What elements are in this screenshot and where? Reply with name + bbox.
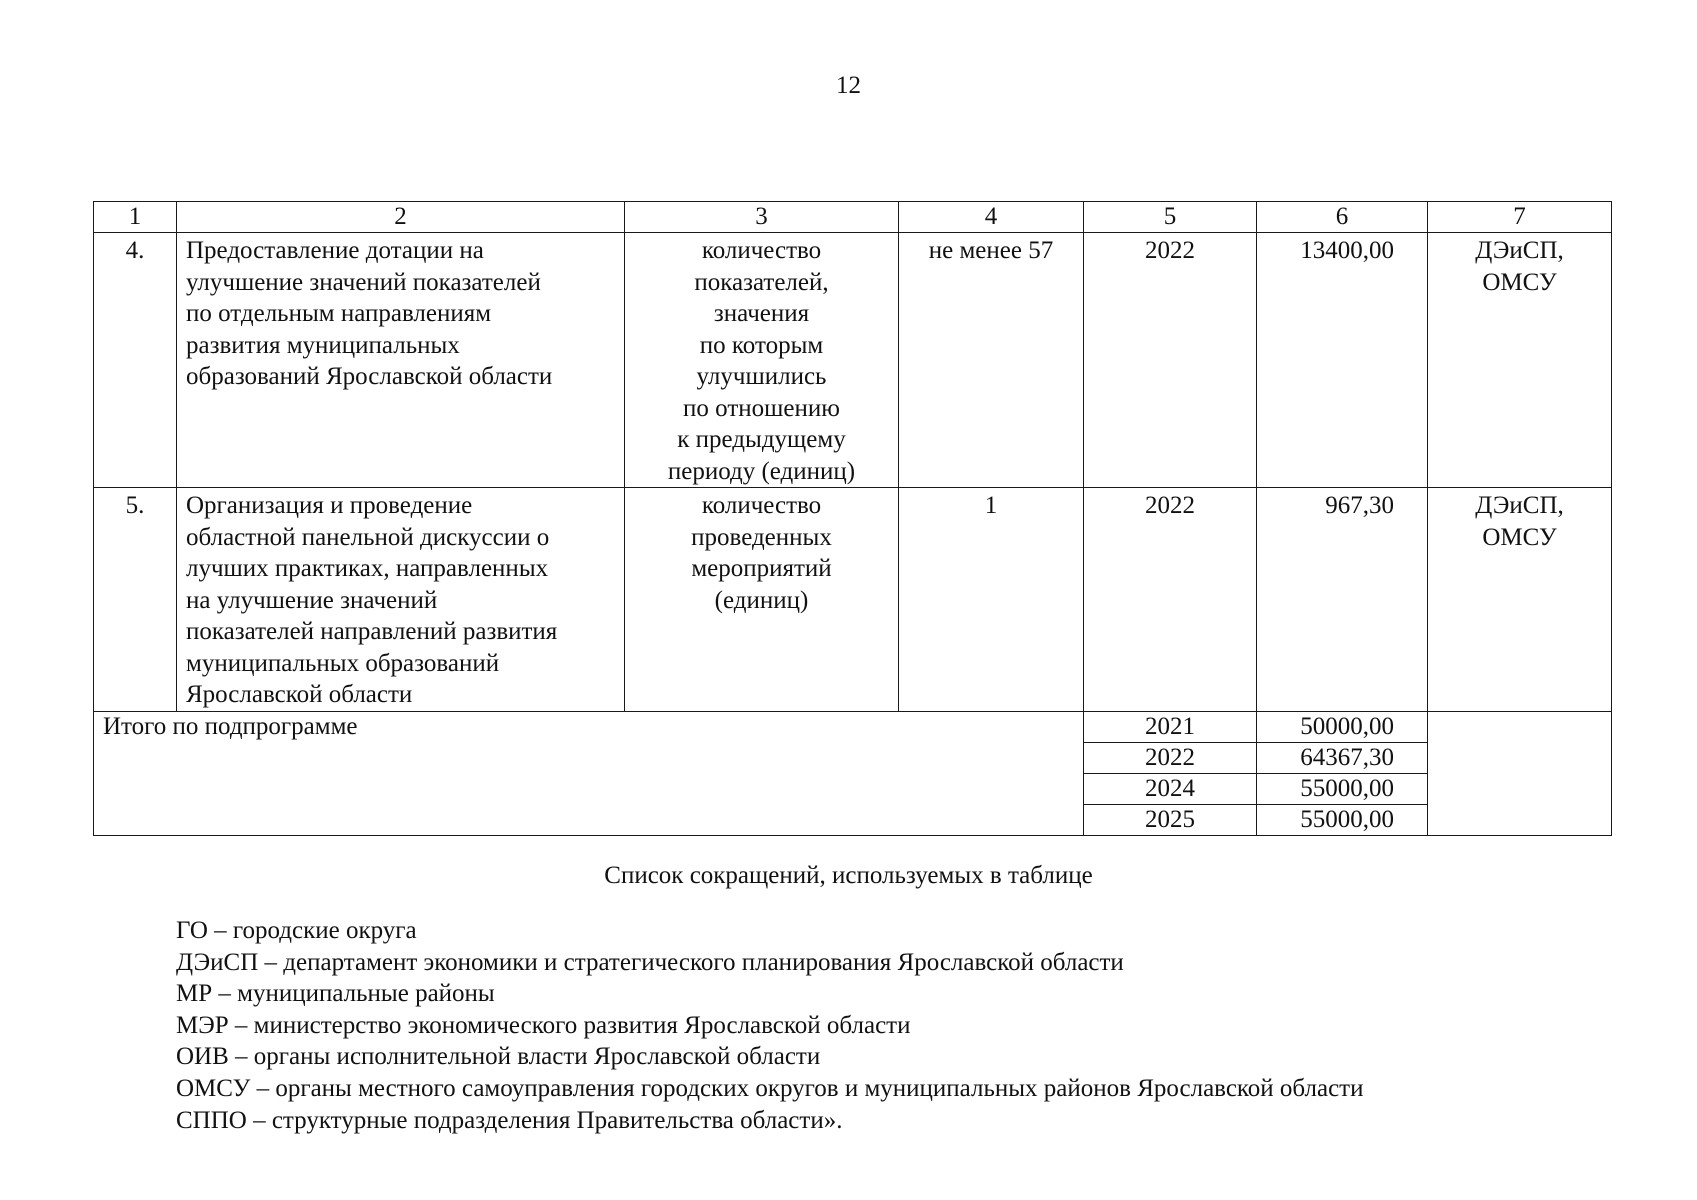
target-value: 1 xyxy=(899,488,1084,712)
page-number: 12 xyxy=(836,72,861,99)
indicator-line: улучшились xyxy=(696,363,827,390)
activity-name-line: муниципальных образований xyxy=(186,649,500,677)
column-header: 5 xyxy=(1084,202,1257,233)
total-executor-cell xyxy=(1428,711,1612,835)
row-number: 5. xyxy=(94,488,177,712)
abbreviation-item: ГО – городские округа xyxy=(176,917,417,944)
indicator-line: периоду (единиц) xyxy=(667,457,856,485)
activity-name-line: областной панельной дискуссии о xyxy=(186,523,550,551)
table-row xyxy=(94,488,1612,712)
total-amount: 55000,00 xyxy=(1257,773,1428,804)
indicator-line: мероприятий xyxy=(691,555,832,582)
activity-name xyxy=(177,233,625,488)
amount: 13400,00 xyxy=(1257,233,1428,488)
indicator xyxy=(625,233,899,488)
abbreviation-item: МР – муниципальные районы xyxy=(176,980,495,1008)
column-header: 2 xyxy=(177,202,625,233)
total-year: 2024 xyxy=(1084,773,1257,804)
amount: 967,30 xyxy=(1257,488,1428,712)
year: 2022 xyxy=(1084,233,1257,488)
total-label: Итого по подпрограмме xyxy=(94,711,1084,835)
total-year: 2022 xyxy=(1084,742,1257,773)
year: 2022 xyxy=(1084,488,1257,712)
indicator-line: проведенных xyxy=(691,523,832,551)
subprogram-table xyxy=(93,201,1612,836)
column-header: 3 xyxy=(625,202,899,233)
indicator-line: показателей, xyxy=(694,268,829,296)
abbreviations-list xyxy=(176,915,1616,1136)
total-year: 2025 xyxy=(1084,804,1257,835)
abbreviation-item: ОИВ – органы исполнительной власти Ярославской области xyxy=(176,1043,821,1071)
indicator-line: по отношению xyxy=(683,394,840,422)
total-row xyxy=(94,711,1612,742)
indicator-line: количество xyxy=(701,237,822,264)
executor-line: ОМСУ xyxy=(1482,268,1557,296)
executor-line: ДЭиСП, xyxy=(1475,237,1564,264)
activity-name-line: Организация и проведение xyxy=(186,492,473,519)
table-header-row xyxy=(94,202,1612,233)
activity-name-line: показателей направлений развития xyxy=(186,618,558,645)
activity-name-line: на улучшение значений xyxy=(186,586,438,614)
executor xyxy=(1428,233,1612,488)
total-year: 2021 xyxy=(1084,711,1257,742)
activity-name-line: лучших практиках, направленных xyxy=(186,555,549,582)
indicator-line: количество xyxy=(701,492,822,519)
total-amount: 64367,30 xyxy=(1257,742,1428,773)
indicator-line: значения xyxy=(713,300,810,327)
row-number: 4. xyxy=(94,233,177,488)
column-header: 7 xyxy=(1428,202,1612,233)
indicator-line: к предыдущему xyxy=(677,426,846,453)
indicator xyxy=(625,488,899,712)
table-row xyxy=(94,233,1612,488)
activity-name-line: Предоставление дотации на xyxy=(186,237,484,264)
activity-name-line: по отдельным направлениям xyxy=(186,300,492,327)
executor-line: ДЭиСП, xyxy=(1475,492,1564,519)
indicator-line: (единиц) xyxy=(714,586,809,614)
executor-line: ОМСУ xyxy=(1482,523,1557,551)
executor xyxy=(1428,488,1612,712)
column-header: 1 xyxy=(94,202,177,233)
activity-name-line: развития муниципальных xyxy=(186,331,460,359)
abbreviation-item: СППО – структурные подразделения Правительства области». xyxy=(176,1106,843,1134)
target-value: не менее 57 xyxy=(899,233,1084,488)
column-header: 4 xyxy=(899,202,1084,233)
abbreviations-title: Список сокращений, используемых в таблице xyxy=(604,862,1093,889)
indicator-line: по которым xyxy=(699,331,824,359)
abbreviation-item: МЭР – министерство экономического развития Ярославской области xyxy=(176,1011,911,1039)
abbreviation-item: ОМСУ – органы местного самоуправления городских округов и муниципальных районов Ярославской области xyxy=(176,1074,1364,1102)
activity-name-line: улучшение значений показателей xyxy=(186,268,541,296)
column-header: 6 xyxy=(1257,202,1428,233)
activity-name xyxy=(177,488,625,712)
abbreviation-item: ДЭиСП – департамент экономики и стратегического планирования Ярославской области xyxy=(176,948,1124,976)
total-amount: 55000,00 xyxy=(1257,804,1428,835)
activity-name-line: Ярославской области xyxy=(186,681,413,708)
activity-name-line: образований Ярославской области xyxy=(186,363,553,390)
total-amount: 50000,00 xyxy=(1257,711,1428,742)
